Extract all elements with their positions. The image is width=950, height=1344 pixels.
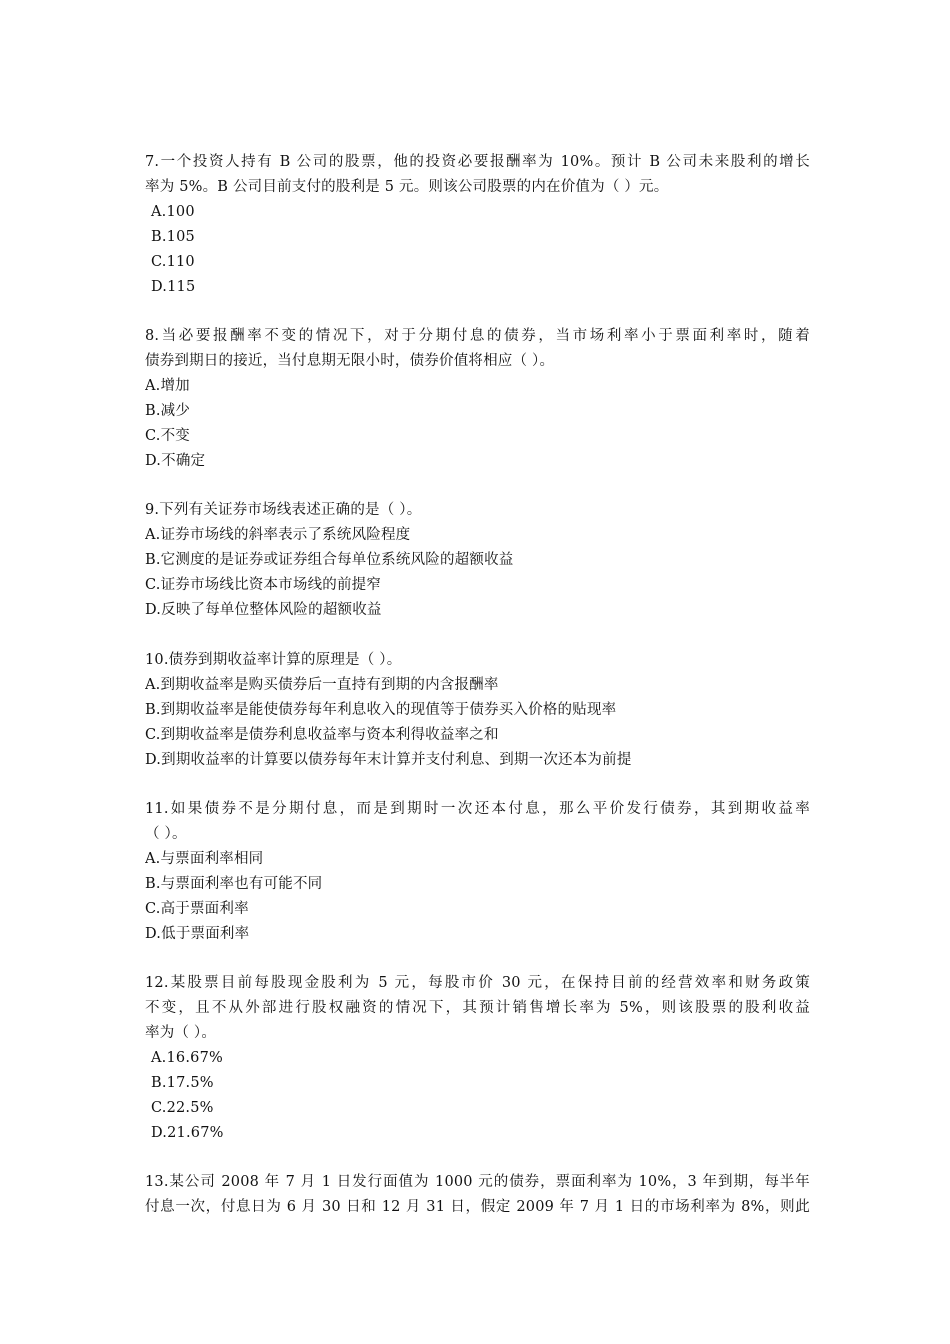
option-b: B.到期收益率是能使债券每年利息收入的现值等于债券买入价格的贴现率 [145,702,617,718]
option-b: B.它测度的是证券或证券组合每单位系统风险的超额收益 [145,552,514,568]
question-stem-line: 13.某公司 2008 年 7 月 1 日发行面值为 1000 元的债券，票面利率为 10%，3 年到期，每半年 [145,1174,810,1190]
question-11 [145,797,810,947]
option-b: B.减少 [145,403,191,419]
option-c: C.不变 [145,428,190,444]
question-stem-line: （ ）。 [145,826,187,842]
question-12 [145,971,810,1146]
question-stem-line: 11.如果债券不是分期付息，而是到期时一次还本付息，那么平价发行债券，其到期收益率 [145,801,810,817]
question-stem-line: 率为（ ）。 [145,1025,217,1041]
option-d: D.到期收益率的计算要以债券每年末计算并支付利息、到期一次还本为前提 [145,752,632,768]
option-d: D.21.67% [151,1125,224,1141]
option-c: C.证券市场线比资本市场线的前提窄 [145,577,382,593]
question-8 [145,324,810,474]
option-d: D.低于票面利率 [145,926,250,942]
option-a: A.100 [151,204,195,220]
question-stem-line: 率为 5%。B 公司目前支付的股利是 5 元。则该公司股票的内在价值为（ ）元。 [145,179,669,195]
option-a: A.增加 [145,378,190,394]
question-stem-line: 不变，且不从外部进行股权融资的情况下，其预计销售增长率为 5%，则该股票的股利收益 [145,1000,810,1016]
question-stem-line: 债券到期日的接近，当付息期无限小时，债券价值将相应（ ）。 [145,353,555,369]
option-d: D.115 [151,279,196,295]
option-c: C.110 [151,254,195,270]
option-a: A.16.67% [151,1050,223,1066]
question-stem-line: 10.债券到期收益率计算的原理是（ ）。 [145,652,402,668]
question-stem-line: 7.一个投资人持有 B 公司的股票，他的投资必要报酬率为 10%。预计 B 公司未来股利的增长 [145,154,810,170]
question-stem-line: 8.当必要报酬率不变的情况下，对于分期付息的债券，当市场利率小于票面利率时，随着 [145,328,810,344]
option-d: D.不确定 [145,453,206,469]
option-c: C.到期收益率是债券利息收益率与资本利得收益率之和 [145,727,499,743]
question-stem-line: 付息一次，付息日为 6 月 30 日和 12 月 31 日，假定 2009 年 7 月 1 日的市场利率为 8%，则此 [145,1199,810,1215]
option-a: A.证券市场线的斜率表示了系统风险程度 [145,527,411,543]
question-7 [145,150,810,300]
option-c: C.22.5% [151,1100,214,1116]
question-stem-line: 9.下列有关证券市场线表述正确的是（ ）。 [145,502,422,518]
option-c: C.高于票面利率 [145,901,249,917]
option-b: B.105 [151,229,195,245]
option-a: A.到期收益率是购买债券后一直持有到期的内含报酬率 [145,677,499,693]
question-13 [145,1170,810,1220]
option-b: B.与票面利率也有可能不同 [145,876,323,892]
option-a: A.与票面利率相同 [145,851,264,867]
question-9 [145,498,810,623]
option-d: D.反映了每单位整体风险的超额收益 [145,602,382,618]
question-stem-line: 12.某股票目前每股现金股利为 5 元，每股市价 30 元，在保持目前的经营效率和财务政策 [145,975,810,991]
question-10 [145,648,810,773]
option-b: B.17.5% [151,1075,214,1091]
